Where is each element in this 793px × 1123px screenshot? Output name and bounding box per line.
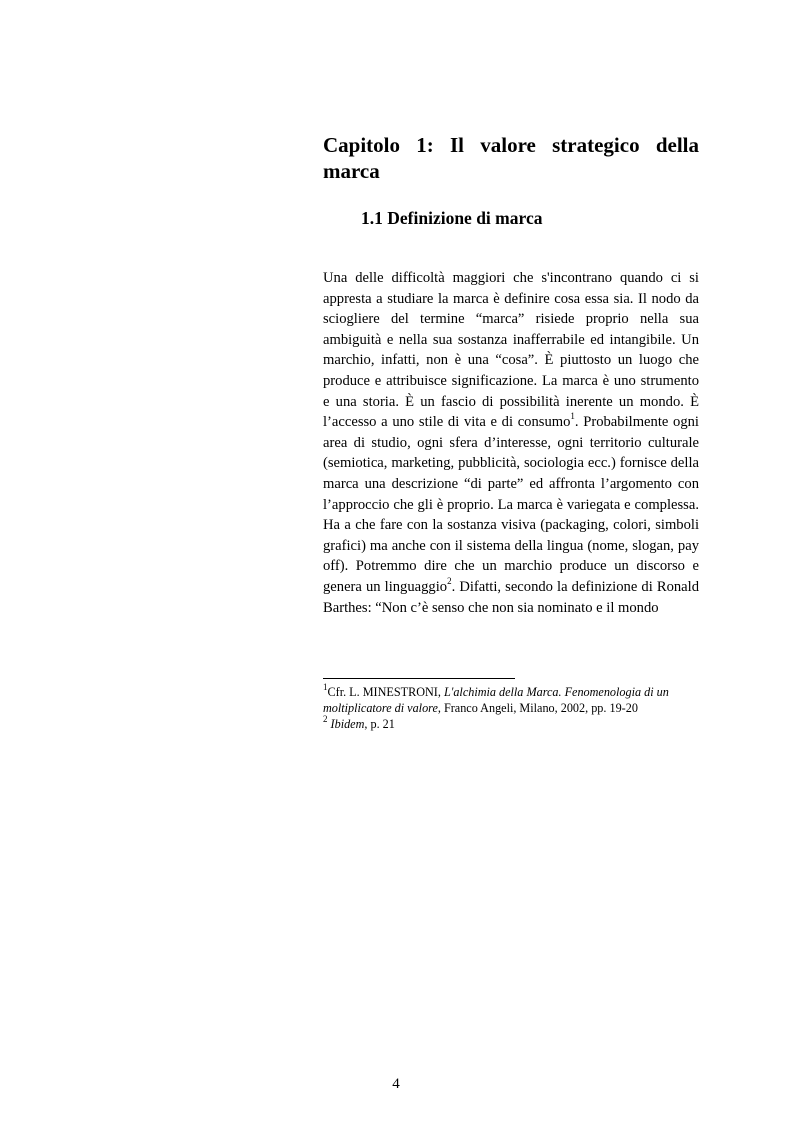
footnote-2 (323, 713, 699, 732)
footnote-book-title: L'alchimia della Marca. Fenomenologia di un moltiplicatore di valore (323, 685, 669, 715)
footnote-ibidem: Ibidem (330, 717, 365, 731)
footnote-ref-1: 1 (570, 411, 575, 422)
body-paragraph (323, 268, 699, 618)
footnotes (323, 681, 699, 732)
page-number: 4 (392, 1076, 400, 1092)
footnote-text: Cfr. L. MINESTRONI, (327, 685, 444, 699)
footnote-marker: 2 (323, 713, 328, 724)
footnote-text: , p. 21 (364, 717, 395, 731)
section-title: 1.1 Definizione di marca (361, 208, 543, 228)
footnote-separator (323, 678, 515, 679)
body-text-part-2: . Probabilmente ogni area di studio, ogni sfera d’interesse, ogni territorio culturale (semiotica, marketing, pubblicità, sociologia ecc.) fornisce della marca una descrizione “di parte” ed affronta l’argomento con l’approccio che gli è proprio. La marca è variegata e complessa. Ha a che fare con la sostanza visiva (packaging, colori, simboli grafici) ma anche con il sistema della lingua (nome, slogan, pay off). Potremmo dire che un marchio produce un discorso e genera un linguaggio (323, 414, 699, 595)
footnote-ref-2: 2 (447, 576, 452, 587)
body-text-part-1: Una delle difficoltà maggiori che s'incontrano quando ci si appresta a studiare la marca è definire cosa essa sia. Il nodo da sciogliere del termine “marca” risiede proprio nella sua ambiguità e nella sua sostanza inafferrabile ed intangibile. Un marchio, infatti, non è una “cosa”. È piuttosto un luogo che produce e attribuisce significazione. La marca è uno strumento e una storia. È un fascio di possibilità inerente un mondo. È l’accesso a uno stile di vita e di consumo (323, 270, 699, 431)
footnote-text: , Franco Angeli, Milano, 2002, pp. 19-20 (437, 701, 638, 715)
footnote-1 (323, 681, 699, 716)
body-text-part-3: . Difatti, secondo la definizione di Ronald Barthes: “Non c’è senso che non sia nominato e il mondo (323, 578, 699, 616)
chapter-title: Capitolo 1: Il valore strategico della marca (323, 133, 699, 183)
footnote-marker: 1 (323, 681, 328, 692)
